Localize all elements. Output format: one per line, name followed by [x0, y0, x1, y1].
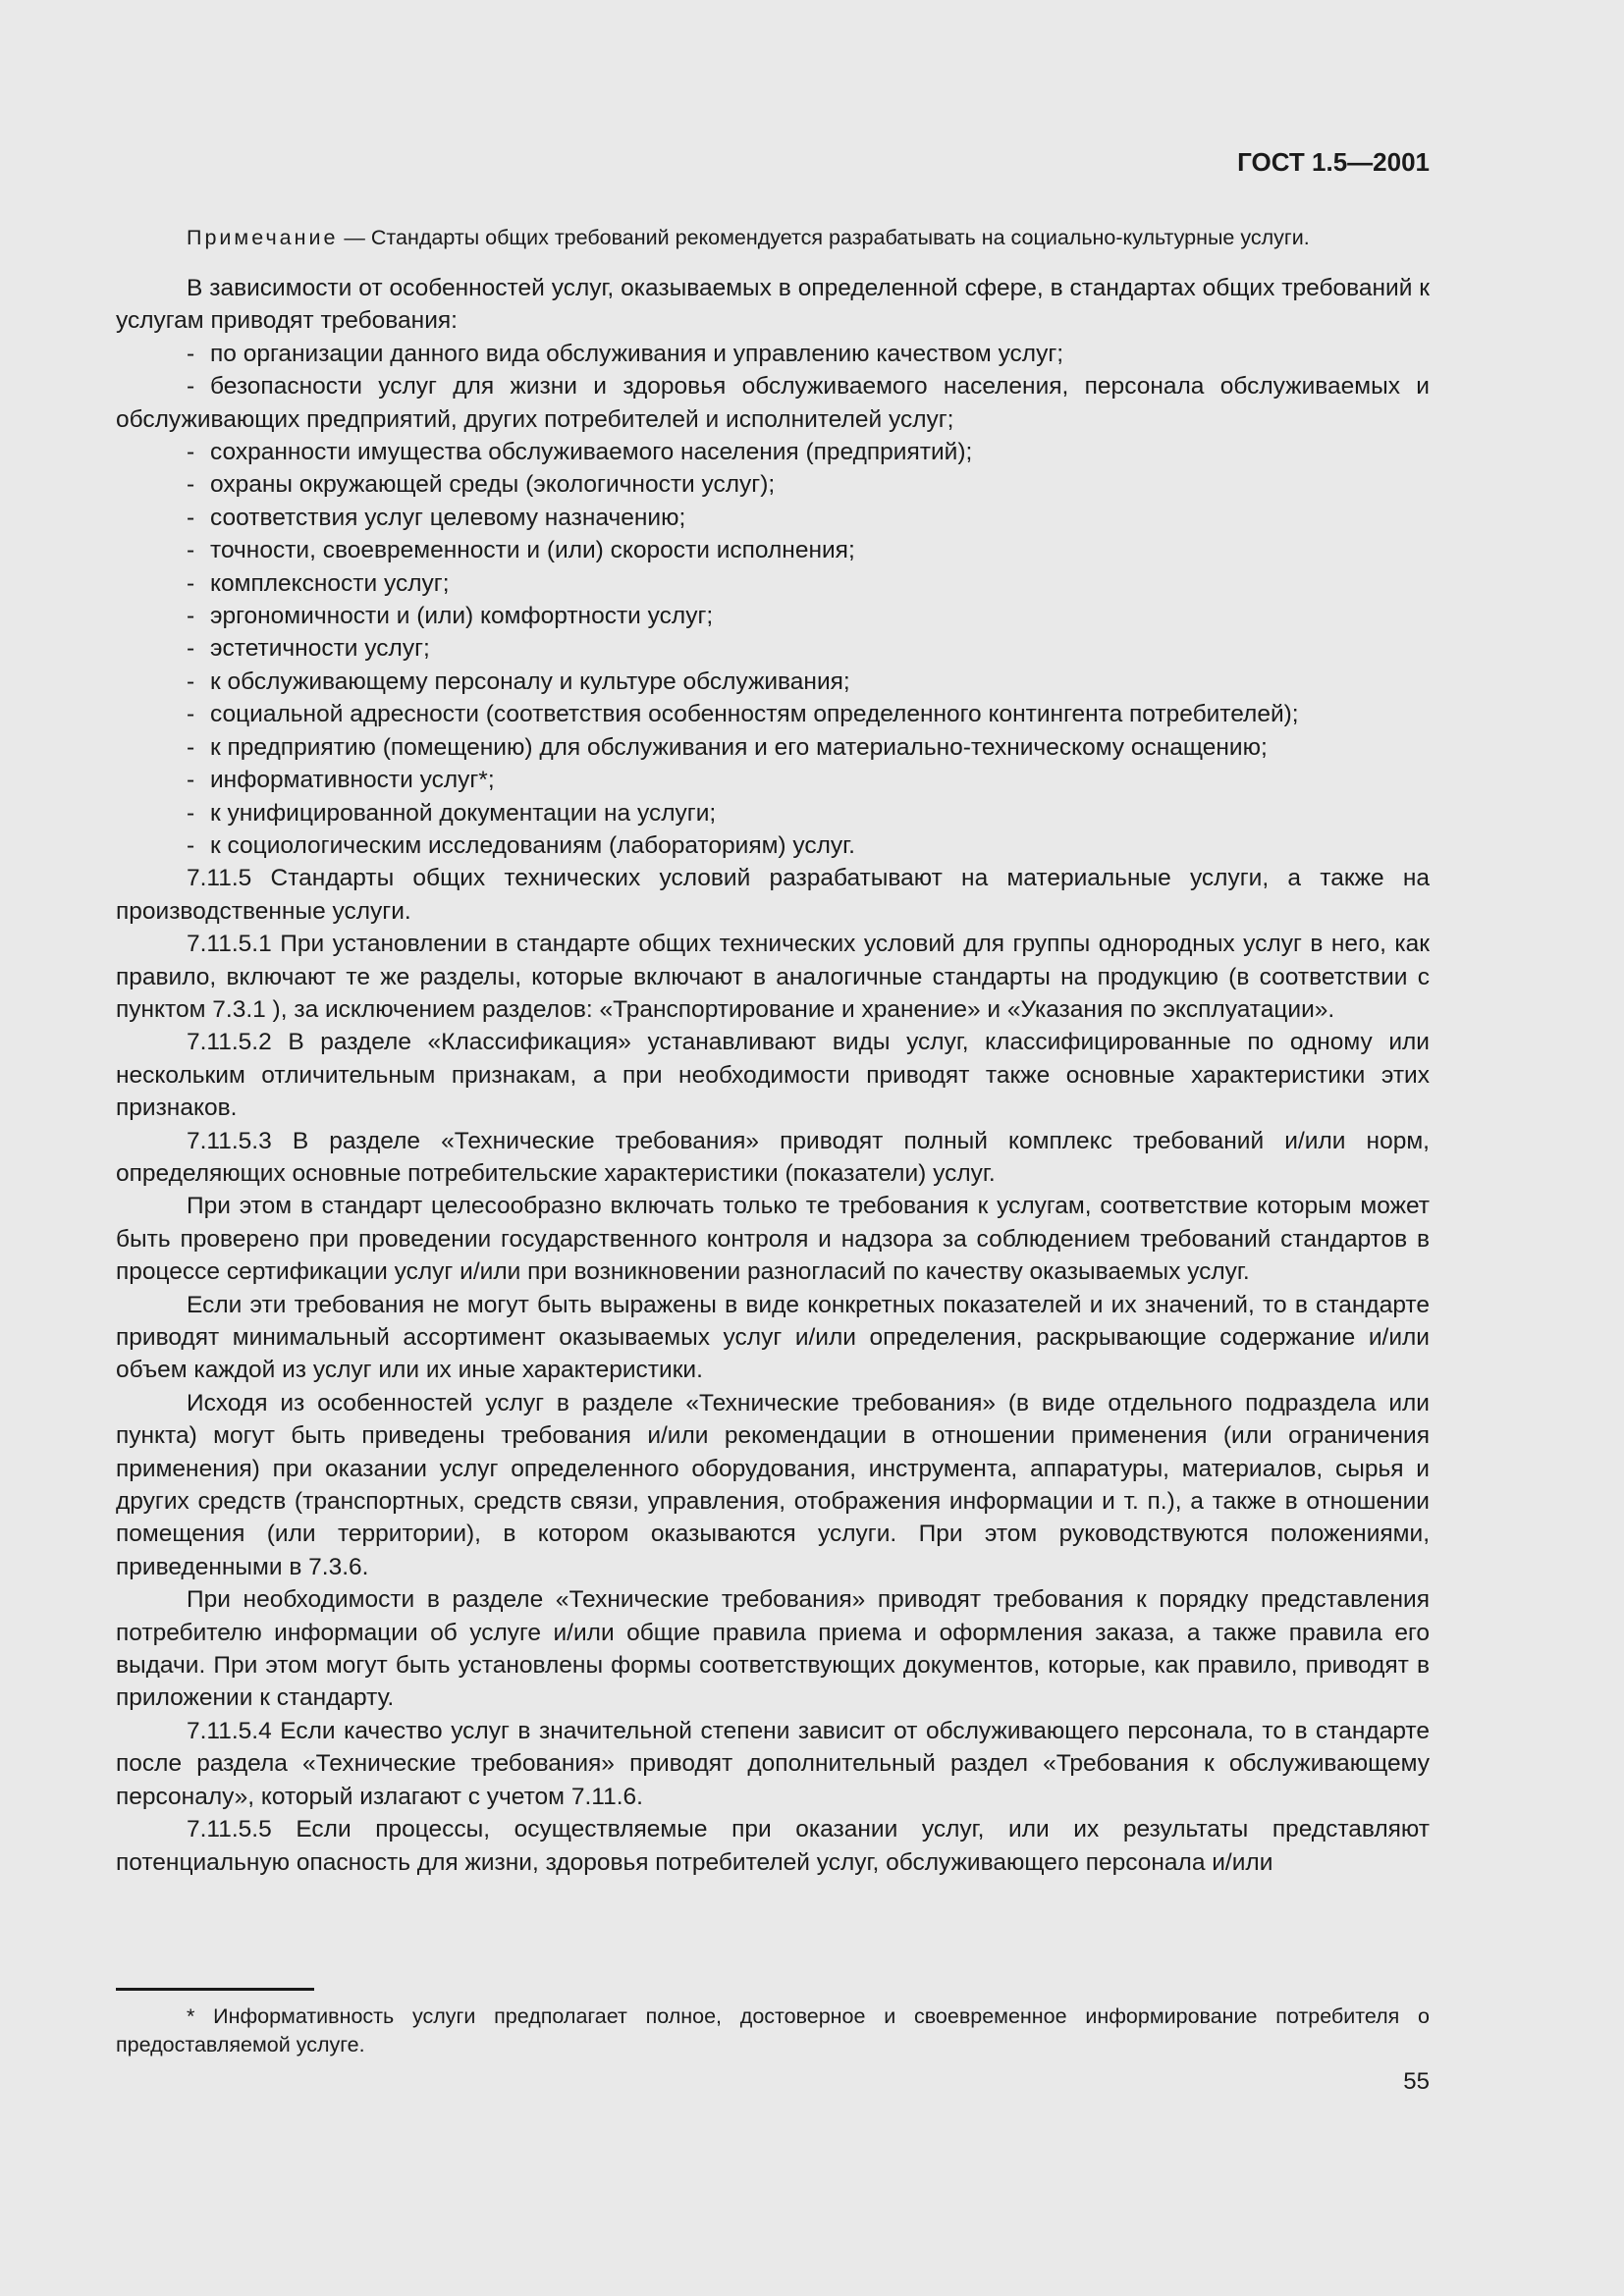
footnote-divider	[116, 1988, 314, 1991]
list-item: - точности, своевременности и (или) скорости исполнения;	[187, 537, 855, 564]
list-item: - комплексности услуг;	[187, 569, 450, 597]
footnote: * Информативность услуги предполагает полное, достоверное и своевременное информирование потребителя о предоставляемой услуге.	[116, 2004, 1430, 2056]
paragraph: Исходя из особенностей услуг в разделе «Технические требования» (в виде отдельного подраздела или пункта) могут быть приведены требования и/или рекомендации в отношении применения (или ограничения применения) при оказании услуг определенного оборудования, инструмента, аппаратуры, материалов, сырья и других средств (транспортных, средств связи, управления, отображения информации и т. п.), а также в отношении помещения (или территории), в котором оказываются услуги. При этом руководствуются положениями, приведенными в 7.3.6.	[116, 1389, 1430, 1580]
document-header: ГОСТ 1.5—2001	[1237, 147, 1430, 177]
main-text	[116, 224, 1430, 1879]
note	[116, 224, 1430, 252]
note-text: — Стандарты общих требований рекомендуется разрабатывать на социально-культурные услуги.	[338, 226, 1310, 249]
paragraph: При необходимости в разделе «Технические требования» приводят требования к порядку представления потребителю информации об услуге и/или общие правила приема и оформления заказа, а также правила его выдачи. При этом могут быть установлены формы соответствующих документов, которые, как правило, приводят в приложении к стандарту.	[116, 1586, 1430, 1712]
paragraph-7-11-5-1: 7.11.5.1 При установлении в стандарте общих технических условий для группы однородных услуг в него, как правило, включают те же разделы, которые включают в аналогичные стандарты на продукцию (в соответствии с пунктом 7.3.1 ), за исключением разделов: «Транспортирование и хранение» и «Указания по эксплуатации».	[116, 931, 1430, 1023]
page-number: 55	[1403, 2068, 1430, 2095]
paragraph: Если эти требования не могут быть выражены в виде конкретных показателей и их значений, то в стандарте приводят минимальный ассортимент оказываемых услуг и/или определения, раскрывающие содержание и/или объем каждой из услуг или их иные характеристики.	[116, 1291, 1430, 1384]
paragraph-7-11-5-5: 7.11.5.5 Если процессы, осуществляемые при оказании услуг, или их результаты представляют потенциальную опасность для жизни, здоровья потребителей услуг, обслуживающего персонала и/или	[116, 1816, 1430, 1876]
paragraph: При этом в стандарт целесообразно включать только те требования к услугам, соответствие которым может быть проверено при проведении государственного контроля и надзора за соблюдением требований стандартов в процессе сертификации услуг и/или при возникновении разногласий по качеству оказываемых услуг.	[116, 1193, 1430, 1286]
list-item: - к социологическим исследованиям (лабораториям) услуг.	[187, 831, 855, 859]
list-item: - по организации данного вида обслуживания и управлению качеством услуг;	[187, 340, 1064, 367]
list-item: - безопасности услуг для жизни и здоровья обслуживаемого населения, персонала обслуживаемых и обслуживающих предприятий, других потребителей и исполнителей услуг;	[116, 373, 1430, 433]
list-item: - эргономичности и (или) комфортности услуг;	[187, 603, 714, 630]
list-item: - соответствия услуг целевому назначению;	[187, 504, 686, 531]
list-item: - сохранности имущества обслуживаемого населения (предприятий);	[187, 439, 973, 466]
paragraph-7-11-5-3: 7.11.5.3 В разделе «Технические требования» приводят полный комплекс требований и/или норм, определяющих основные потребительские характеристики (показатели) услуг.	[116, 1127, 1430, 1187]
list-item: - к предприятию (помещению) для обслуживания и его материально-техническому оснащению;	[187, 733, 1268, 761]
list-item: - социальной адресности (соответствия особенностям определенного контингента потребителей);	[187, 701, 1299, 728]
paragraph-7-11-5-4: 7.11.5.4 Если качество услуг в значительной степени зависит от обслуживающего персонала, то в стандарте после раздела «Технические требования» приводят дополнительный раздел «Требования к обслуживающему персоналу», который излагают с учетом 7.11.6.	[116, 1717, 1430, 1810]
list-item: - эстетичности услуг;	[187, 635, 430, 663]
list-item: - к обслуживающему персоналу и культуре обслуживания;	[187, 667, 850, 695]
paragraph-7-11-5: 7.11.5 Стандарты общих технических условий разрабатывают на материальные услуги, а также на производственные услуги.	[116, 865, 1430, 925]
intro-paragraph: В зависимости от особенностей услуг, оказываемых в определенной сфере, в стандартах общих требований к услугам приводят требования:	[116, 275, 1430, 335]
paragraph-7-11-5-2: 7.11.5.2 В разделе «Классификация» устанавливают виды услуг, классифицированные по одному или нескольким отличительным признакам, а при необходимости приводят также основные характеристики этих признаков.	[116, 1029, 1430, 1122]
note-label: Примечание	[187, 226, 339, 249]
list-item: - информативности услуг*;	[187, 767, 495, 794]
list-item: - охраны окружающей среды (экологичности услуг);	[187, 471, 776, 499]
list-item: - к унифицированной документации на услуги;	[187, 799, 717, 827]
